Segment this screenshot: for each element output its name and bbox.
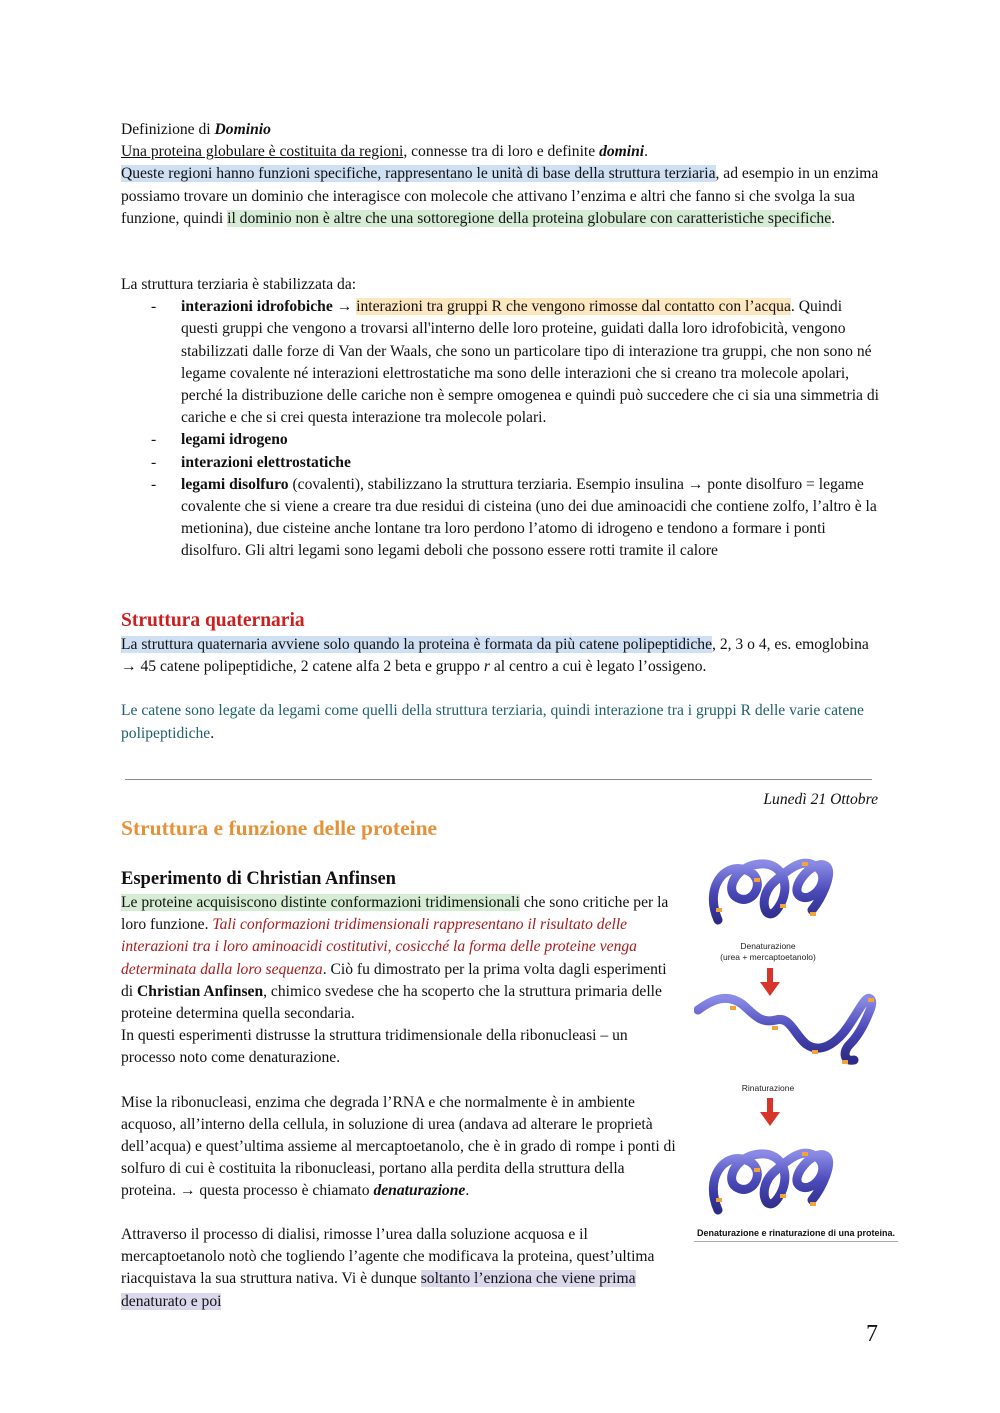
down-arrow-icon xyxy=(760,968,780,996)
figure-caption: Denaturazione e rinaturazione di una proteina. xyxy=(694,1228,898,1242)
page-number: 7 xyxy=(866,1321,878,1347)
terziaria-intro: La struttura terziaria è stabilizzata da: xyxy=(121,276,357,293)
anfinsen-p2: Mise la ribonucleasi, enzima che degrada l’RNA e che normalmente è in ambiente acquoso, all’interno della cellula, in soluzione di urea (andava ad alterare le proprietà dell’acqua) e quest’ultima assieme al mercaptoetanolo, che è in grado di rompe i ponti di solfuro di cui è costituita la ribonucleasi, portano alla perdita della struttura della proteina. → questa processo è chiamato denaturazione. xyxy=(121,1093,676,1200)
anfinsen-p3a: Attraverso il processo di dialisi, rimosse l’urea dalla soluzione acquosa e il mercaptoetanolo notò che togliendo l’agente che modificava la proteina, quest’ultima riacquistava la sua struttura nativa. Vi è dunque soltanto l’enziona che viene prima denaturato e poi xyxy=(121,1226,655,1310)
list-item: - legami disolfuro (covalenti), stabilizzano la struttura terziaria. Esempio insulina → ponte disolfuro = legame covalente che si viene a creare tra due residui di cisteina (uno dei due aminoacidi che contiene zolfo, l’altro è la metionina), due cisteine anche lontane tra loro perdono l’atomo di idrogeno e tendono a formare i ponti disolfuro. Gli altri legami sono legami deboli che possono essere rotti tramite il calore xyxy=(121,474,881,563)
dominio-body: Queste regioni hanno funzioni specifiche, rappresentano le unità di base della struttura terziaria, ad esempio in un enzima possiamo trovare un dominio che interagisce con molecole che attivano l’enzima e altri che fanno si che svolga la sua funzione, quindi il dominio non è altre che una sottoregione della proteina globulare con caratteristiche specifiche. xyxy=(121,165,879,227)
dominio-line1: Una proteina globulare è costituita da regioni, connesse tra di loro e definite domini. xyxy=(121,143,649,161)
terziaria-list xyxy=(121,296,881,562)
list-item: - interazioni elettrostatiche xyxy=(121,452,881,474)
terziaria-section xyxy=(121,274,881,563)
quaternaria-note: Le catene sono legate da legami come quelli della struttura terziaria, quindi interazione tra i gruppi R delle varie catene polipeptidiche. xyxy=(121,702,864,742)
dominio-title: Definizione di Dominio xyxy=(121,121,271,138)
quaternaria-heading: Struttura quaternaria xyxy=(121,610,305,631)
folded-protein-icon xyxy=(713,862,828,920)
quaternaria-body: La struttura quaternaria avviene solo quando la proteina è formata da più catene polipeptidiche, 2, 3 o 4, es. emoglobina → 45 catene polipeptidiche, 2 catene alfa 2 beta e gruppo r al centro a cui è legato l’ossigeno. xyxy=(121,636,869,676)
denat-label-1: Denaturazione xyxy=(740,941,796,951)
section-heading: Struttura e funzione delle proteine xyxy=(121,816,438,840)
refolded-protein-icon xyxy=(713,1152,828,1210)
unfolded-protein-icon xyxy=(698,998,874,1064)
section-heading-wrap xyxy=(121,814,881,842)
renat-label: Rinaturazione xyxy=(741,1083,795,1093)
lecture-date: Lunedì 21 Ottobre xyxy=(763,791,878,808)
dominio-section xyxy=(121,119,881,230)
protein-folding-illustration xyxy=(694,848,898,1228)
anfinsen-p1b: In questi esperimenti distrusse la struttura tridimensionale della ribonucleasi – un processo noto come denaturazione. xyxy=(121,1027,628,1067)
anfinsen-p1: Le proteine acquisiscono distinte conformazioni tridimensionali che sono critiche per la loro funzione. Tali conformazioni tridimensionali rappresentano il risultato delle interazioni tra i loro aminoacidi costitutivi, cosicché la forma delle proteine venga determinata dalla loro sequenza. Ciò fu dimostrato per la prima volta dagli esperimenti di Christian Anfinsen, chimico svedese che ha scoperto che la struttura primaria delle proteine determina quella secondaria. xyxy=(121,894,669,1023)
list-item: - interazioni idrofobiche → interazioni tra gruppi R che vengono rimosse dal contatto con l’acqua. Quindi questi gruppi che vengono a trovarsi all'interno delle loro proteine, guidati dalla loro idrofobicità, vengono stabilizzati dalle forze di Van der Waals, che sono un particolare tipo di interazione tra gruppi, che non sono né legame covalente né interazioni elettrostatiche ma sono delle interazioni che si creano tra molecole apolari, perché la distribuzione delle cariche non è sempre omogenea e quindi può succedere che ci sia una simmetria di cariche e che si crei questa interazione tra molecole polari. xyxy=(121,296,881,429)
section-divider xyxy=(125,779,872,780)
denat-label-2: (urea + mercaptoetanolo) xyxy=(720,952,816,962)
list-item: - legami idrogeno xyxy=(121,429,881,451)
down-arrow-icon xyxy=(760,1098,780,1126)
denaturation-figure xyxy=(694,848,898,1242)
quaternaria-section xyxy=(121,608,881,745)
anfinsen-heading: Esperimento di Christian Anfinsen xyxy=(121,869,396,889)
anfinsen-section xyxy=(121,866,677,1203)
